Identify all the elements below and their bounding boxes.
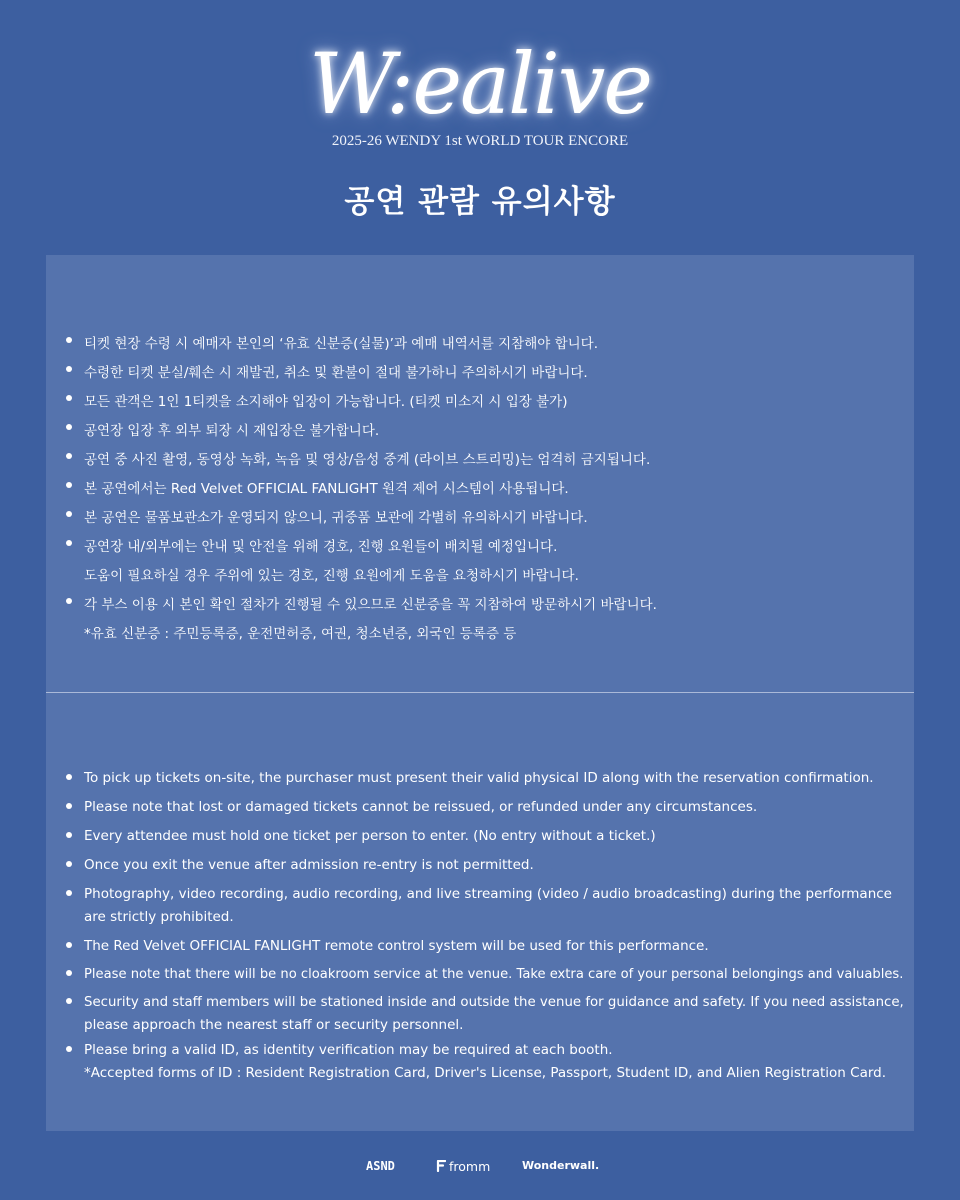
notice-line: Please note that lost or damaged tickets cannot be reissued, or refunded under any circumstances. [84,799,758,815]
notice-item [84,825,656,848]
notice-line: 각 부스 이용 시 본인 확인 절차가 진행될 수 있으므로 신분증을 꼭 지참하여 방문하시기 바랍니다. [84,597,657,613]
notice-line: Please bring a valid ID, as identity verification may be required at each booth. [84,1042,613,1058]
notice-line: 공연장 내/외부에는 안내 및 안전을 위해 경호, 진행 요원들이 배치될 예정입니다. [84,539,558,555]
notice-item [84,417,379,446]
notice-line: The Red Velvet OFFICIAL FANLIGHT remote control system will be used for this performance. [84,938,709,954]
fromm-icon [436,1160,446,1172]
wonderwall-logo: Wonderwall. [522,1159,600,1172]
notice-item [84,854,534,877]
notice-line: 도움이 필요하실 경우 주위에 있는 경호, 진행 요원에게 도움을 요청하시기 바랍니다. [84,568,579,584]
notice-line: Security and staff members will be stationed inside and outside the venue for guidance and safety. If you need assistance, [84,995,904,1010]
notice-line: Please note that there will be no cloakroom service at the venue. Take extra care of your personal belongings and valuables. [84,967,904,982]
notice-item [84,935,709,958]
notice-line: To pick up tickets on-site, the purchaser must present their valid physical ID along with the reservation confirmation. [84,770,874,786]
notice-item [84,796,757,819]
tour-logo: W:ealive [308,35,652,133]
notice-item [84,591,657,649]
notice-item [84,446,650,475]
notice-line: *Accepted forms of ID : Resident Registration Card, Driver's License, Passport, Student ID, and Alien Registration Card. [84,1065,887,1081]
notice-item [84,330,598,359]
notice-item [84,504,588,533]
notice-line: 본 공연은 물품보관소가 운영되지 않으니, 귀중품 보관에 각별히 유의하시기 바랍니다. [84,510,588,526]
notice-line: please approach the nearest staff or security personnel. [84,1017,464,1033]
tour-subtitle: 2025-26 WENDY 1st WORLD TOUR ENCORE [331,133,629,149]
notice-line: are strictly prohibited. [84,909,234,925]
notice-line: 수령한 티켓 분실/훼손 시 재발권, 취소 및 환불이 절대 불가하니 주의하시기 바랍니다. [84,365,588,381]
notice-line: 티켓 현장 수령 시 예매자 본인의 ‘유효 신분증(실물)’과 예매 내역서를 지참해야 합니다. [84,336,599,352]
notice-item [84,359,588,388]
notice-item [84,991,904,1037]
notice-line: Once you exit the venue after admission re-entry is not permitted. [84,857,534,873]
notice-line: *유효 신분증 : 주민등록증, 운전면허증, 여권, 청소년증, 외국인 등록증 등 [84,626,517,642]
notice-item [84,533,579,591]
notice-item [84,1039,886,1085]
page-title: 공연 관람 유의사항 [344,184,616,220]
notice-item [84,963,903,986]
asnd-logo: ASND [366,1159,395,1173]
fromm-logo-text: fromm [449,1159,491,1174]
notice-line: 본 공연에서는 Red Velvet OFFICIAL FANLIGHT 원격 제어 시스템이 사용됩니다. [84,481,569,497]
fromm-logo [436,1159,490,1174]
notice-line: 공연장 입장 후 외부 퇴장 시 재입장은 불가합니다. [84,423,380,439]
notice-item [84,767,874,790]
notice-line: Every attendee must hold one ticket per person to enter. (No entry without a ticket.) [84,828,656,844]
notice-line: Photography, video recording, audio recording, and live streaming (video / audio broadcasting) during the performance [84,886,892,902]
notice-item [84,388,567,417]
notice-line: 모든 관객은 1인 1티켓을 소지해야 입장이 가능합니다. (티켓 미소지 시 입장 불가) [84,394,568,410]
notice-line: 공연 중 사진 촬영, 동영상 녹화, 녹음 및 영상/음성 중계 (라이브 스트리밍)는 엄격히 금지됩니다. [84,452,651,468]
notice-item [84,883,892,929]
notice-item [84,475,569,504]
